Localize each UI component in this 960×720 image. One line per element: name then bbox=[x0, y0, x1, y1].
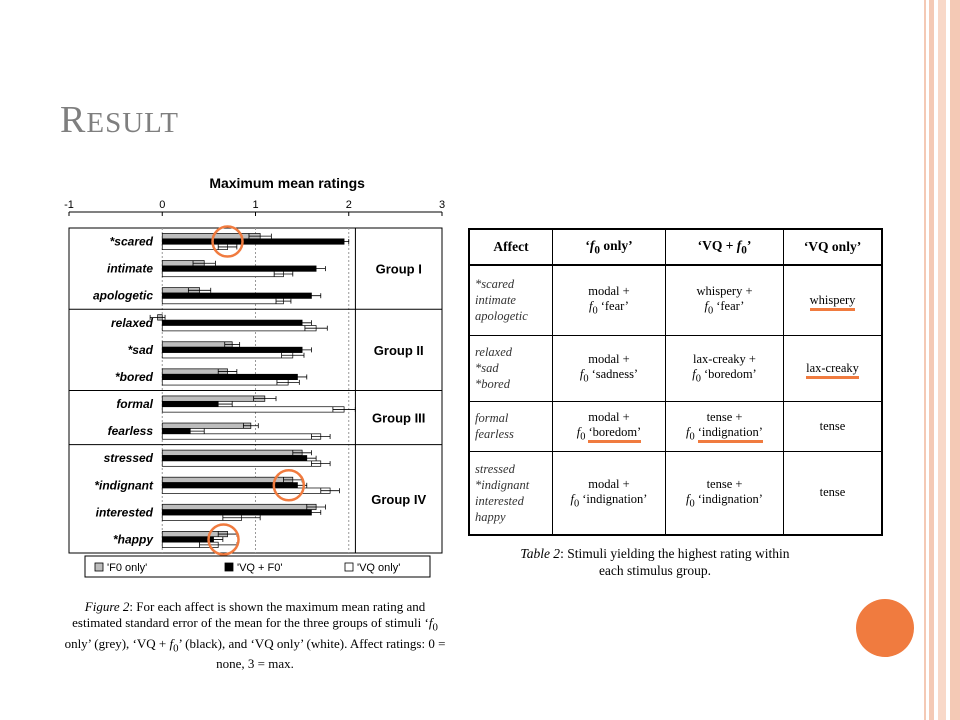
f0-only-cell-line2 bbox=[558, 492, 660, 510]
vq-only-cell bbox=[784, 335, 883, 401]
vq-f0-cell-line2 bbox=[671, 367, 778, 385]
vq-f0-cell-line1: lax-creaky + bbox=[693, 351, 756, 366]
f0-only-cell bbox=[553, 451, 666, 535]
category-label: fearless bbox=[107, 424, 153, 439]
vq-f0-cell-line2 bbox=[671, 425, 778, 443]
vq-only-cell bbox=[784, 401, 883, 451]
legend-swatch bbox=[95, 563, 103, 571]
f0-subscript: 0 bbox=[574, 498, 580, 509]
bar bbox=[162, 233, 260, 238]
category-label: *scared bbox=[109, 234, 153, 249]
category-label: formal bbox=[116, 397, 153, 412]
group-label: Group II bbox=[373, 342, 424, 358]
bar bbox=[162, 244, 227, 249]
bar bbox=[162, 266, 316, 271]
vq-f0-cell-value: ‘indignation’ bbox=[698, 425, 763, 443]
f0-only-cell-line2 bbox=[558, 299, 660, 317]
slide-border-stripes bbox=[918, 0, 960, 720]
affect-label: *scared bbox=[475, 277, 515, 292]
group-label: Group III bbox=[371, 410, 426, 426]
bar bbox=[162, 239, 344, 244]
x-tick-label: 0 bbox=[159, 199, 166, 211]
bar bbox=[162, 450, 302, 455]
f0-only-cell-line1: modal + bbox=[588, 351, 630, 366]
chart-title: Maximum mean ratings bbox=[209, 175, 365, 191]
vq-f0-cell-value: ‘boredom’ bbox=[703, 366, 757, 381]
f0-symbol: f bbox=[686, 424, 690, 439]
figure-caption: Figure 2: For each affect is shown the maximum mean rating and estimated standard error of the mean for the three groups of stimuli ‘$f_0$ only’ (grey), ‘VQ + $f_0$’ (black), and ‘VQ only’ (white). Affect ratings: 0 = none, 3 = max. bbox=[64, 599, 446, 672]
bar bbox=[162, 504, 316, 509]
bar bbox=[162, 320, 302, 325]
vq-f0-cell bbox=[666, 335, 784, 401]
bar bbox=[162, 456, 307, 461]
f0-symbol: f bbox=[589, 299, 593, 313]
bar bbox=[162, 374, 297, 379]
category-label: intimate bbox=[106, 261, 153, 276]
f0-subscript: 0 bbox=[689, 498, 695, 509]
legend-label: 'F0 only' bbox=[107, 562, 148, 574]
vq-only-value: tense bbox=[819, 418, 846, 433]
f0-subscript: 0 bbox=[689, 431, 695, 443]
vq-f0-cell-value: ‘indignation’ bbox=[697, 491, 763, 506]
decorative-orange-circle bbox=[856, 599, 914, 657]
vq-only-value: tense bbox=[819, 485, 846, 500]
bar bbox=[162, 488, 330, 493]
f0-symbol: f bbox=[686, 491, 690, 506]
bar bbox=[162, 293, 311, 298]
f0-only-cell-value: ‘boredom’ bbox=[588, 425, 641, 443]
table-caption: Table 2: Stimuli yielding the highest rating within each stimulus group. bbox=[520, 546, 790, 578]
category-label: *indignant bbox=[94, 478, 153, 493]
header-vq-f0: ‘VQ + $f_0$’ bbox=[666, 229, 784, 265]
affect-label: *sad bbox=[475, 361, 499, 375]
f0-only-cell-line1: modal + bbox=[588, 409, 630, 424]
bar bbox=[162, 298, 283, 303]
vq-only-cell bbox=[784, 265, 883, 335]
f0-only-cell bbox=[553, 401, 666, 451]
f0-only-cell-value: ‘indignation’ bbox=[582, 491, 648, 506]
max-mean-ratings-chart bbox=[55, 170, 455, 590]
vq-f0-cell-line1: whispery + bbox=[696, 284, 753, 298]
table-row bbox=[469, 335, 882, 401]
affect-cell bbox=[469, 451, 553, 535]
group-label: Group IV bbox=[371, 491, 427, 507]
x-tick-label: 3 bbox=[438, 199, 446, 211]
group-label: Group I bbox=[375, 261, 422, 277]
category-label: relaxed bbox=[110, 315, 153, 330]
affect-label: stressed bbox=[475, 461, 515, 476]
bar bbox=[162, 347, 302, 352]
affect-label: *bored bbox=[475, 377, 510, 391]
f0-only-cell-line2 bbox=[558, 367, 660, 385]
vq-f0-cell-line1: tense + bbox=[706, 409, 743, 424]
header-f0-only: ‘$f_0$ only’ bbox=[553, 229, 666, 265]
header-affect: Affect bbox=[469, 229, 553, 265]
affect-label: interested bbox=[475, 493, 524, 508]
bar bbox=[162, 271, 283, 276]
vq-f0-cell-line2 bbox=[671, 299, 778, 317]
category-label: *happy bbox=[112, 532, 153, 547]
legend-label: 'VQ only' bbox=[357, 562, 401, 574]
vq-f0-cell bbox=[666, 451, 784, 535]
bar bbox=[162, 396, 265, 401]
affect-label: apologetic bbox=[475, 309, 528, 324]
vq-f0-cell-line1: tense + bbox=[706, 476, 743, 491]
stimuli-table bbox=[468, 228, 883, 536]
bar bbox=[162, 423, 251, 428]
f0-subscript: 0 bbox=[695, 373, 701, 385]
affect-label: formal bbox=[475, 411, 509, 425]
f0-symbol: f bbox=[579, 366, 584, 381]
slide-title: RESULT bbox=[60, 99, 179, 141]
category-label: interested bbox=[95, 505, 153, 520]
bar bbox=[162, 353, 293, 358]
f0-only-cell bbox=[553, 265, 666, 335]
header-vq-only: ‘VQ only’ bbox=[784, 229, 883, 265]
bar bbox=[162, 342, 232, 347]
f0-subscript: 0 bbox=[583, 373, 589, 385]
stimuli-table-wrap bbox=[468, 228, 883, 536]
bar bbox=[162, 483, 297, 488]
x-tick-label: 1 bbox=[252, 199, 259, 211]
vq-only-value: lax-creaky bbox=[806, 361, 859, 379]
vq-f0-cell bbox=[666, 401, 784, 451]
category-label: *sad bbox=[127, 342, 153, 357]
vq-f0-cell-line2 bbox=[671, 492, 778, 510]
table-header-row bbox=[469, 229, 882, 265]
table-row bbox=[469, 265, 882, 335]
affect-label: *indignant bbox=[475, 477, 530, 492]
bar bbox=[162, 380, 288, 385]
vq-f0-cell bbox=[666, 265, 784, 335]
f0-subscript: 0 bbox=[708, 305, 714, 317]
f0-symbol: f bbox=[704, 299, 709, 313]
bar bbox=[162, 461, 321, 466]
f0-only-cell-value: ‘fear’ bbox=[600, 299, 629, 313]
f0-symbol: f bbox=[570, 491, 574, 506]
f0-only-cell bbox=[553, 335, 666, 401]
f0-subscript: 0 bbox=[592, 305, 598, 317]
affect-label: relaxed bbox=[475, 345, 513, 359]
affect-label: happy bbox=[475, 509, 506, 524]
category-label: stressed bbox=[103, 451, 153, 466]
bar bbox=[162, 531, 227, 536]
x-tick-label: 2 bbox=[345, 199, 352, 211]
bar bbox=[162, 325, 316, 330]
f0-subscript: 0 bbox=[580, 431, 586, 443]
legend-swatch bbox=[225, 563, 233, 571]
affect-cell bbox=[469, 335, 553, 401]
x-tick-label: -1 bbox=[64, 199, 74, 211]
f0-only-cell-line2 bbox=[558, 425, 660, 443]
vq-f0-cell-value: ‘fear’ bbox=[716, 299, 745, 313]
vq-only-value: whispery bbox=[810, 293, 856, 311]
affect-cell bbox=[469, 401, 553, 451]
category-label: *bored bbox=[114, 369, 153, 384]
table-row bbox=[469, 451, 882, 535]
bar bbox=[162, 510, 311, 515]
affect-label: intimate bbox=[475, 293, 516, 308]
f0-only-cell-line1: modal + bbox=[588, 284, 630, 298]
f0-only-cell-line1: modal + bbox=[588, 476, 630, 491]
affect-label: fearless bbox=[475, 427, 514, 441]
f0-symbol: f bbox=[692, 366, 696, 381]
bar bbox=[162, 434, 321, 439]
affect-cell bbox=[469, 265, 553, 335]
table-row bbox=[469, 401, 882, 451]
vq-only-cell bbox=[784, 451, 883, 535]
category-label: apologetic bbox=[92, 288, 153, 303]
legend-label: 'VQ + F0' bbox=[237, 562, 283, 574]
bar bbox=[162, 407, 344, 412]
bar bbox=[162, 369, 227, 374]
f0-only-cell-value: ‘sadness’ bbox=[591, 366, 639, 381]
legend-swatch bbox=[345, 563, 353, 571]
f0-symbol: f bbox=[576, 424, 581, 439]
